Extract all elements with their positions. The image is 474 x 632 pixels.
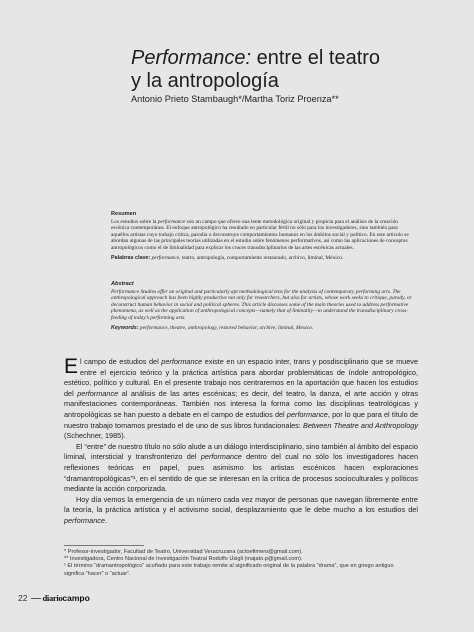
p1-em-3: performance: [286, 409, 328, 419]
page-number: 22: [18, 593, 28, 603]
footnotes: [64, 549, 404, 578]
resumen-body: [111, 219, 413, 252]
palabras-clave: [111, 255, 413, 262]
p2-em-1: performance: [200, 452, 242, 462]
p1-text-d: , por lo que para el título de nuestro trabajo tomamos prestado el de uno de sus libros fundacionales:: [64, 409, 419, 430]
palabras-clave-label: Palabras clave:: [111, 254, 151, 261]
p3-em: performance: [64, 515, 105, 525]
keywords: [111, 325, 413, 332]
article-title: [131, 47, 451, 93]
body-paragraph-1: [64, 357, 418, 442]
p1-text-e: (Schechner, 1985).: [64, 431, 126, 441]
title-rest-line1: entre el teatro: [251, 47, 381, 69]
p2-text-b: dentro del cual no sólo los investigadores hacen reflexiones teóricas en papel, pues asimismo los artistas escénicos hacen exploraciones “dramantropológicas”¹, en el sentido de que se interesan en la crítica de procesos socioculturales y políticos mediante la acción corporizada.: [64, 452, 419, 494]
p1-text-c: al análisis de las artes escénicas; es decir, del teatro, la danza, el arte acción y otras manifestaciones contemporáneas. También nos interesa la forma como las disciplinas teatrológicas y antropológicas se han puesto a debate en el campo de estudios del: [64, 388, 419, 419]
resumen-text-a: Los estudios sobre la: [111, 218, 158, 225]
title-line2: y la antropología: [131, 70, 279, 92]
resumen-text-b: son un campo que ofrece una lente metodológica original y propicia para el análisis de la creación escénica contemporánea. El enfoque antropológico ha resultado en particular fértil no sólo para los investigadores, sino también para aquellos artistas cuyo trabajo critica, parodia o deconstruye comportamientos humanos en los ámbitos social y político. En este artículo se abordan algunas de las principales teorías utilizadas en el estudio sobre fenómenos performativos, así como las aplicaciones de conceptos antropológicos como el de liminalidad para explicar los cruces transdisciplinarios de las artes escénicas actuales.: [111, 218, 409, 251]
footnote-1: * Profesor-investigador, Facultad de Teatro, Universidad Veracruzana (actoefimero@gmail.com).: [64, 549, 303, 555]
abstract-body: Performance Studies offer an original and particularly apt methodological lens for the analysis of contemporary performing arts. The anthropological approach has been highly productive not only for researchers, but also for artists, whose work seeks to critique, parody, or deconstruct human behavior in social and political spheres. This article discusses some of the main theories used to address performative phenomena, as well as the application of anthropological concepts—namely that of liminality—to understand the transdisciplinary cross-feeding of today’s performing arts.: [111, 288, 412, 321]
p2-text-a: El “entre” de nuestro título no sólo alude a un diálogo interdisciplinario, sino también al ámbito del espacio liminal, intersticial y transfronterizo del: [64, 441, 418, 462]
resumen-em: performance: [157, 218, 186, 225]
article-body: [64, 357, 418, 527]
p1-text-a: l campo de estudios del: [80, 357, 162, 366]
body-paragraph-3: [64, 495, 418, 527]
article-authors: Antonio Prieto Stambaugh*/Martha Toriz Proenza**: [131, 94, 339, 104]
logo-text-campo: campo: [62, 593, 90, 603]
p1-em-1: performance: [161, 357, 203, 366]
p3-text-a: Hoy día vemos la emergencia de un número cada vez mayor de personas que navegan libremente entre la teoría, la práctica artística y el activismo social, desplazamiento que le debe mucho a los estudios del: [64, 494, 418, 515]
abstract-section: [111, 281, 413, 331]
p1-em-4: Between Theatre and Anthropology: [303, 420, 418, 430]
title-italic: Performance:: [131, 47, 252, 69]
footnote-2: ** Investigadora, Centro Nacional de Investigación Teatral Rodolfo Usigli (majato.p@gmail.com).: [64, 556, 303, 563]
palabras-clave-rest: , teatro, antropología, comportamiento restaurado, archivo, liminal, México.: [179, 254, 344, 261]
p1-text-b: existe en un espacio inter, trans y posdisciplinario que se mueve entre el ejercicio teórico y la práctica artística para abordar problemáticas de índole antropológico, estético, político y cultural. En el presente trabajo nos centraremos en la aportación que hacen los estudios del: [64, 357, 418, 398]
keywords-label: Keywords:: [111, 324, 139, 331]
footnote-divider: [64, 545, 144, 546]
p3-text-b: .: [104, 515, 107, 525]
palabras-clave-em: performance: [150, 254, 180, 261]
resumen-heading: Resumen: [111, 211, 137, 217]
logo-text-diario: diario: [42, 593, 63, 603]
body-paragraph-2: [64, 442, 418, 495]
resumen-section: [111, 211, 413, 261]
journal-logo: [31, 593, 89, 603]
abstract-heading: Abstract: [111, 281, 134, 287]
p1-em-2: performance: [77, 388, 119, 398]
page-footer: [18, 593, 90, 603]
drop-cap: E: [64, 355, 79, 378]
keywords-rest: performance, theatre, anthropology, restored behavior, archive, liminal, Mexico.: [138, 324, 314, 331]
footnote-3: ¹ El término “dramantropológico” acuñado para este trabajo remite al significado original de la palabra “drama”, que en griego antiguo significa “hacer” o “actuar”.: [64, 563, 394, 577]
logo-rule: [31, 598, 41, 599]
